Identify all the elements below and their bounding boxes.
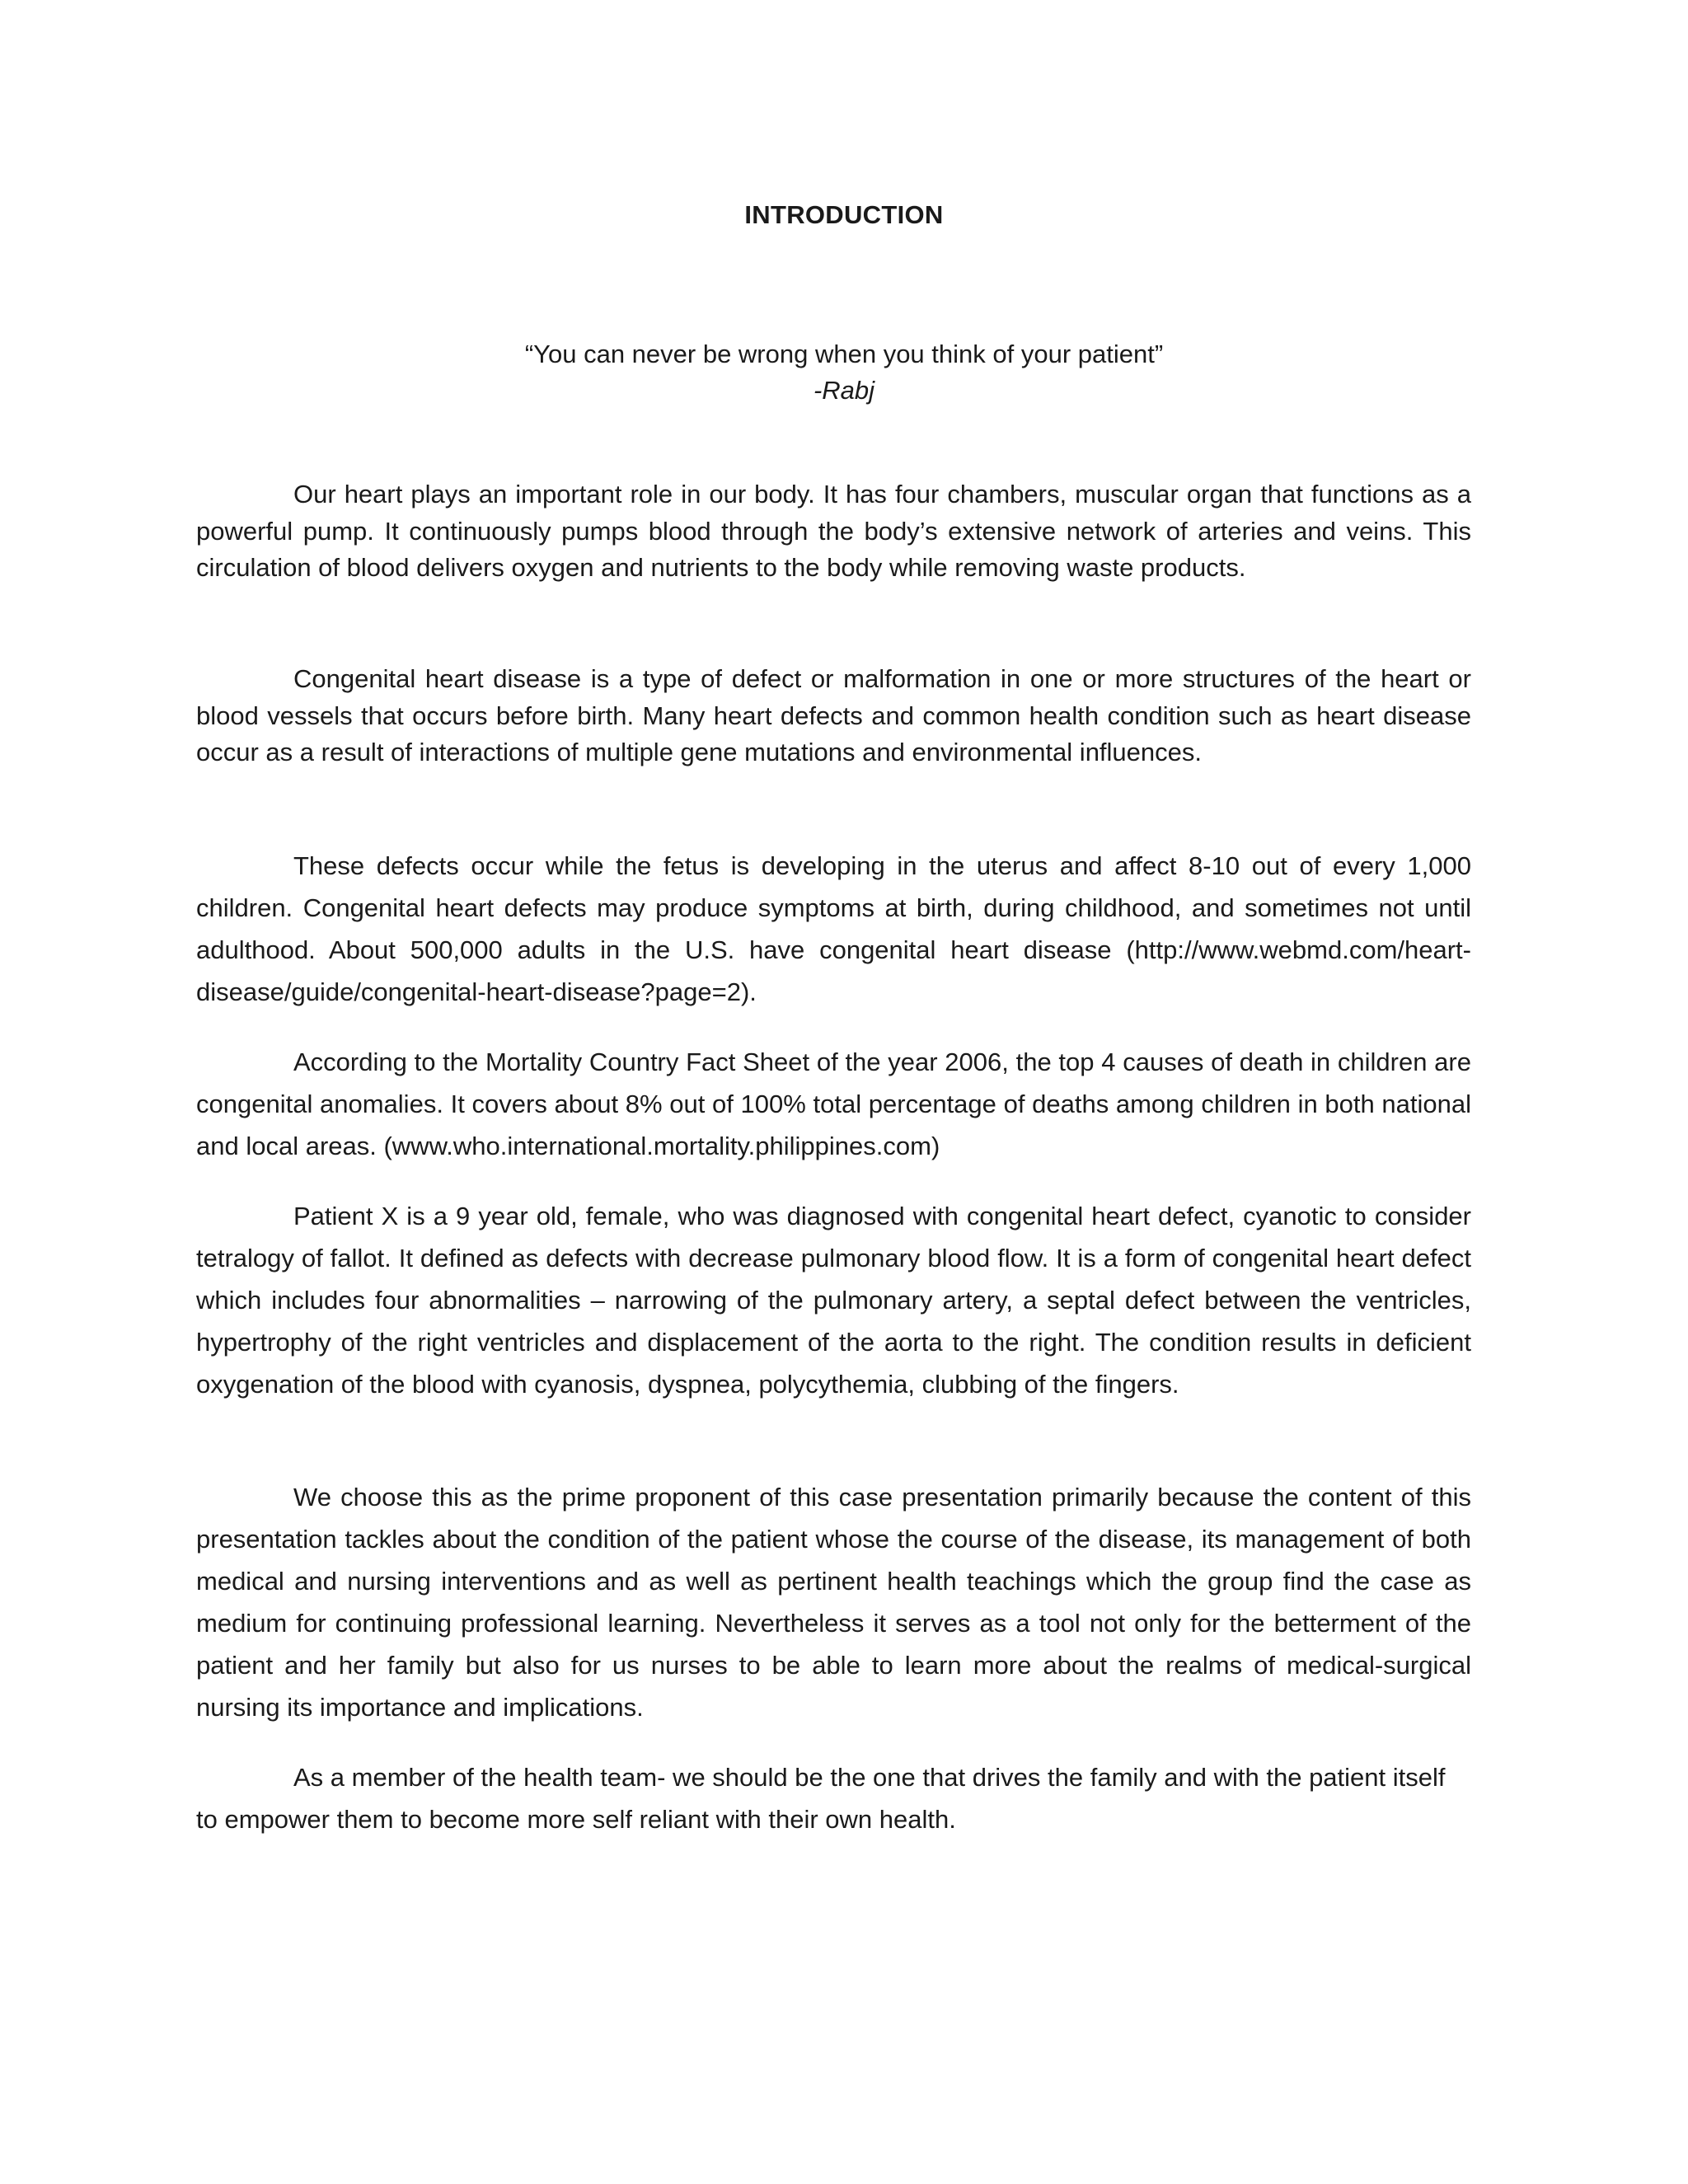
- paragraph-mortality: According to the Mortality Country Fact Sheet of the year 2006, the top 4 causes of death in children are congenital anomalies. It covers about 8% out of 100% total percentage of deaths among children in both national and local areas. (www.who.international.mortality.philippines.com): [196, 1047, 1471, 1160]
- paragraph-heart-role: Our heart plays an important role in our body. It has four chambers, muscular organ that functions as a powerful pump. It continuously pumps blood through the body’s extensive network of arteries and veins. This circulation of blood delivers oxygen and nutrients to the body while removing waste products.: [196, 480, 1471, 583]
- paragraph-rationale: We choose this as the prime proponent of this case presentation primarily because the content of this presentation tackles about the condition of the patient whose the course of the disease, its management of both medical and nursing interventions and as well as pertinent health teachings which the group find the case as medium for continuing professional learning. Nevertheless it serves as a tool not only for the betterment of the patient and her family but also for us nurses to be able to learn more about the realms of medical-surgical nursing its importance and implications.: [196, 1483, 1471, 1722]
- epigraph-quote: “You can never be wrong when you think of your patient”: [524, 340, 1164, 368]
- page-title: INTRODUCTION: [744, 200, 944, 229]
- paragraph-congenital-definition: Congenital heart disease is a type of defect or malformation in one or more structures of the heart or blood vessels that occurs before birth. Many heart defects and common health condition such as heart disease occur as a result of interactions of multiple gene mutations and environmental influences.: [196, 664, 1471, 767]
- epigraph-author: -Rabj: [813, 376, 875, 405]
- paragraph-patient-x: Patient X is a 9 year old, female, who was diagnosed with congenital heart defect, cyanotic to consider tetralogy of fallot. It defined as defects with decrease pulmonary blood flow. It is a form of congenital heart defect which includes four abnormalities – narrowing of the pulmonary artery, a septal defect between the ventricles, hypertrophy of the right ventricles and displacement of the aorta to the right. The condition results in deficient oxygenation of the blood with cyanosis, dyspnea, polycythemia, clubbing of the fingers.: [196, 1202, 1471, 1399]
- paragraph-health-team: As a member of the health team- we should be the one that drives the family and with the patient itself to empower them to become more self reliant with their own health.: [196, 1763, 1446, 1834]
- paragraph-incidence: These defects occur while the fetus is developing in the uterus and affect 8-10 out of every 1,000 children. Congenital heart defects may produce symptoms at birth, during childhood, and sometimes not until adulthood. About 500,000 adults in the U.S. have congenital heart disease (http://www.webmd.com/heart-disease/guide/congenital-heart-disease?page=2).: [196, 851, 1471, 1006]
